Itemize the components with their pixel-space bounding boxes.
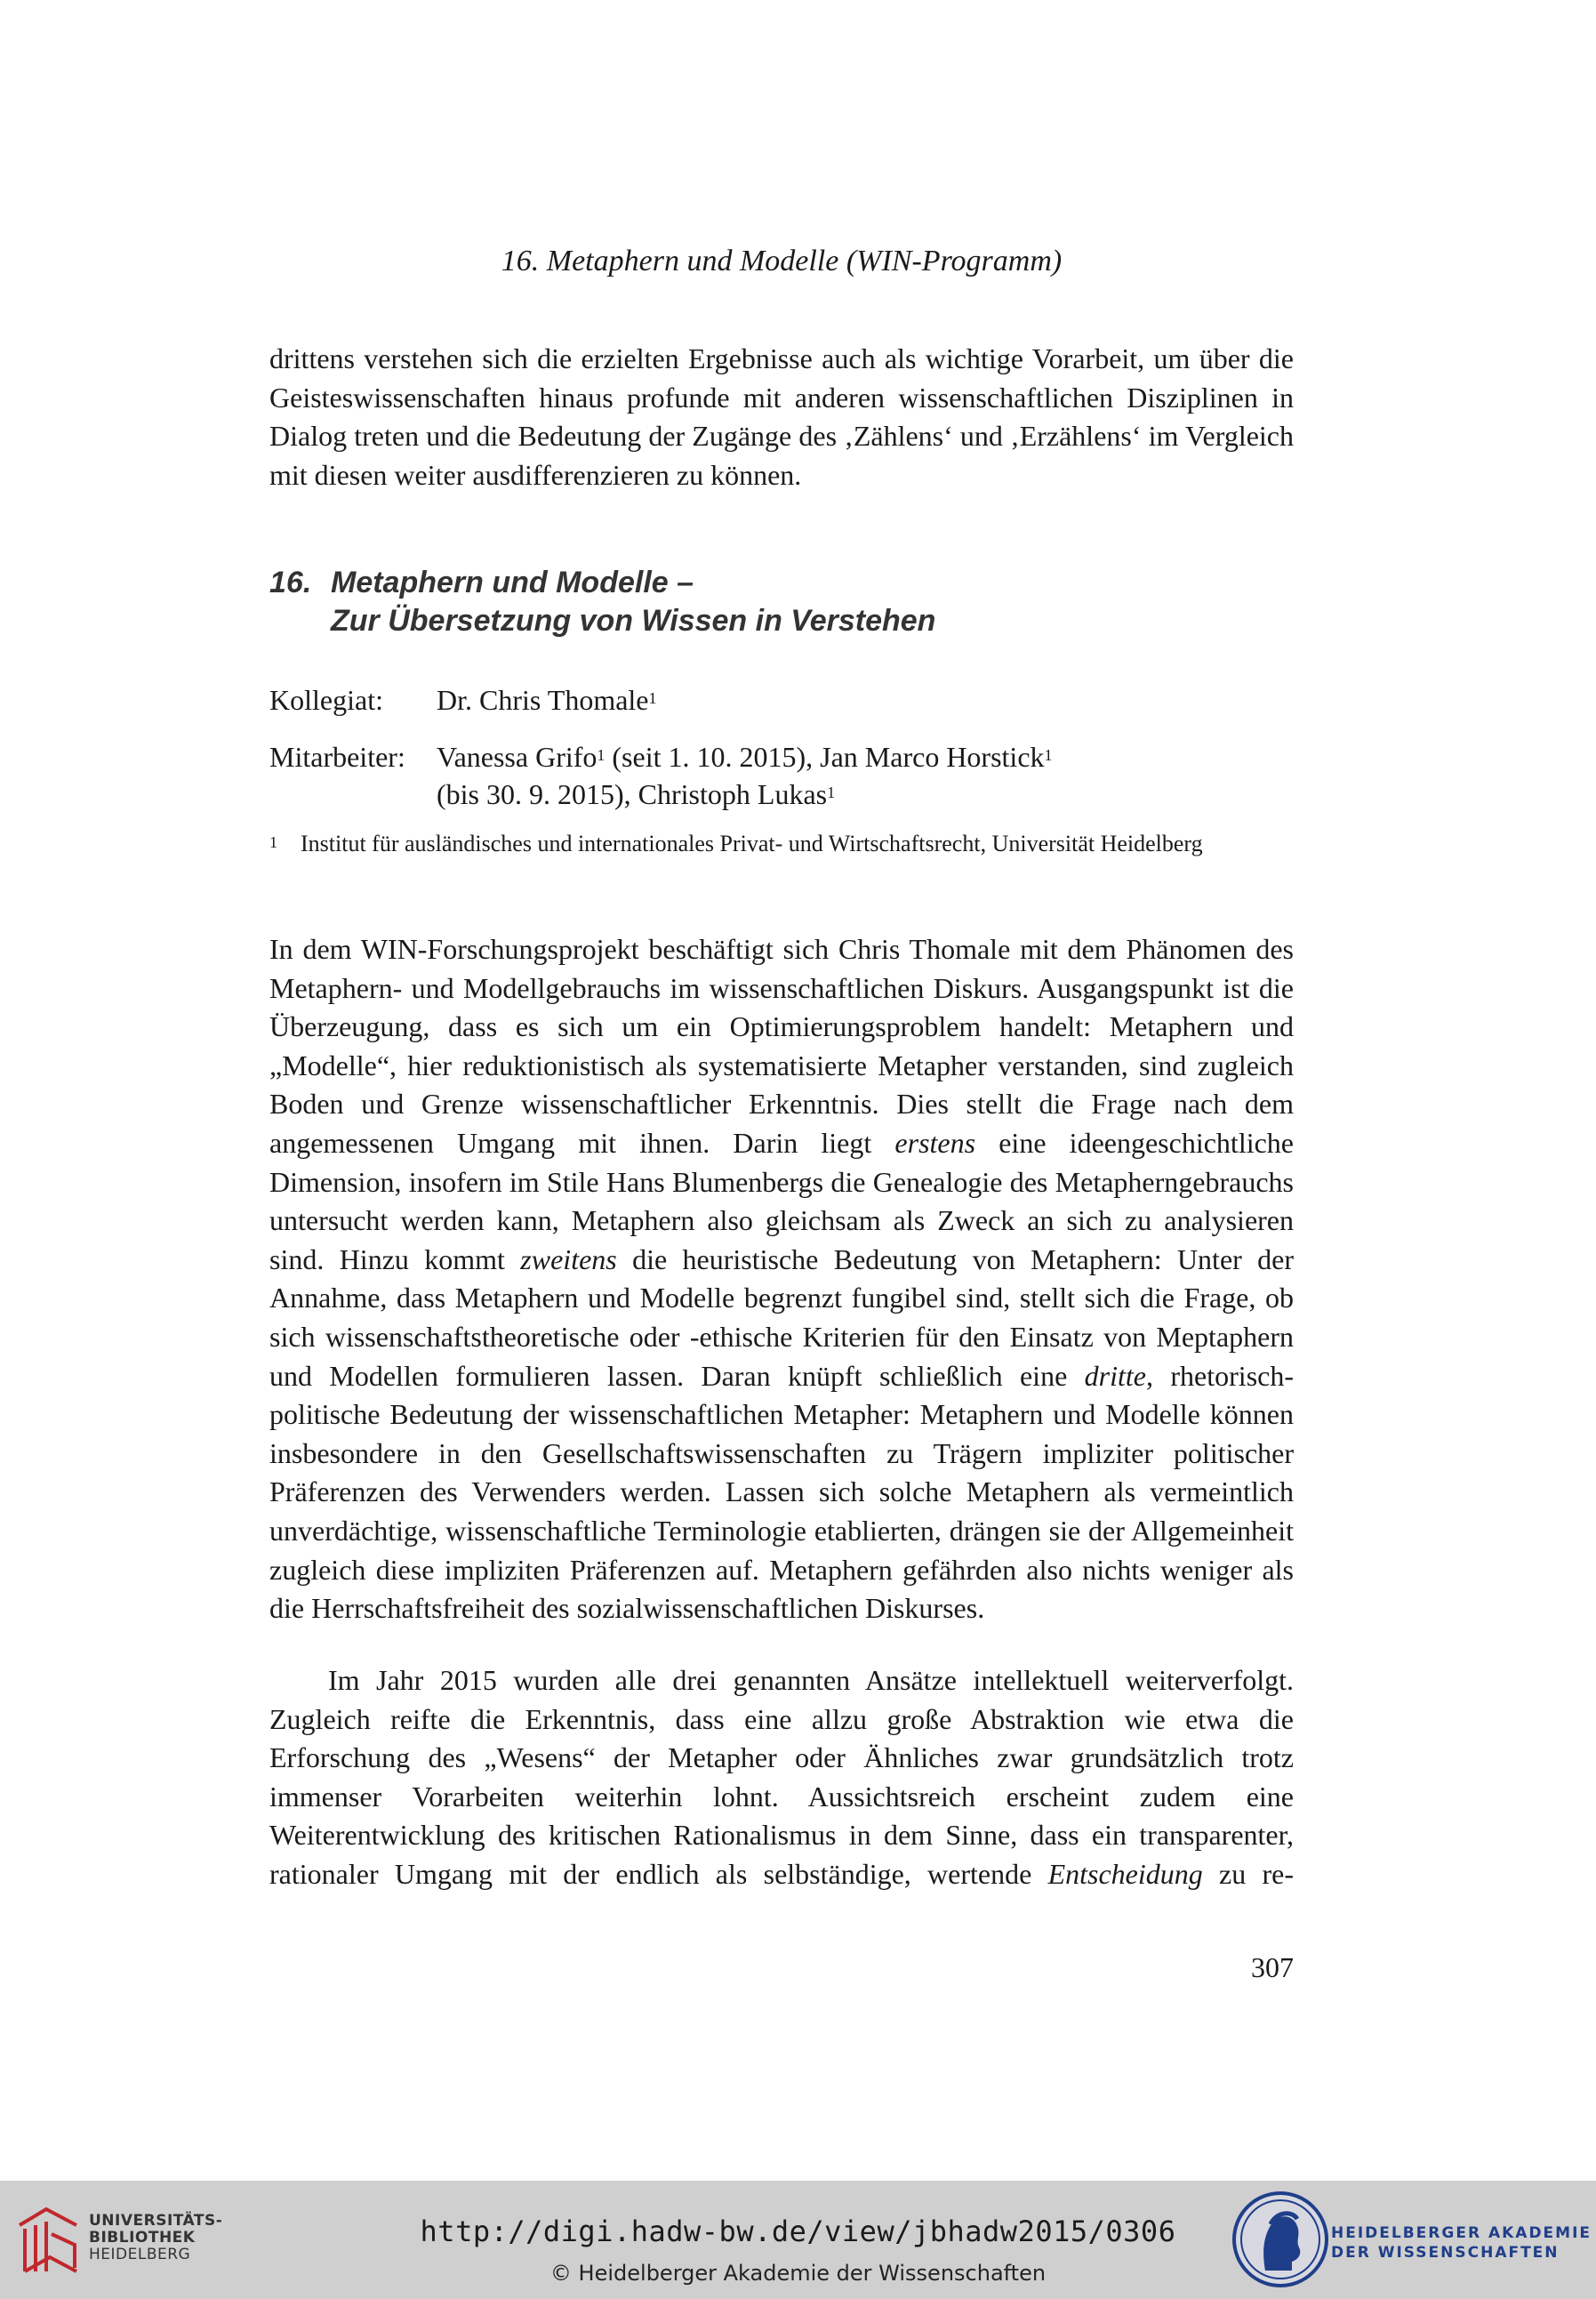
footnote-marker: 1: [827, 784, 836, 801]
mitarbeiter-name-1: Vanessa Grifo: [437, 741, 597, 773]
text-run: Im Jahr 2015 wurden alle drei genannten Ansätze intellektuell weiterverfolgt. Zugleich reifte die Erkenntnis, dass eine allzu große Abstraktion wie etwa die Erforschung des „Wesens“ der Metapher oder Ähnliches zwar grundsätzlich trotz immenser Vorarbeiten weiterhin lohnt. Aussichtsreich erscheint zudem eine Weiterentwicklung des kritischen Rationalismus in dem Sinne, dass ein transparenter, rationaler Umgang mit der endlich als selbständige, wertende: [269, 1664, 1294, 1890]
running-head: 16. Metaphern und Modelle (WIN-Programm): [501, 245, 1063, 277]
page-number: 307: [1251, 1951, 1294, 1983]
kollegiat-value: [437, 681, 1294, 719]
kollegiat-name: Dr. Chris Thomale: [437, 684, 649, 716]
mitarbeiter-label: Mitarbeiter:: [269, 741, 405, 773]
text-run: eine ideengeschichtliche Dimension, insofern im Stile Hans Blumenbergs die Genealogie des Metapherngebrauchs untersucht werden kann, Metaphern also gleichsam als Zweck an sich zu analysieren sind. Hinzu kommt: [269, 1126, 1295, 1275]
section-title-line2: Zur Übersetzung von Wissen in Verstehen: [331, 604, 936, 638]
footnote-marker: 1: [1044, 746, 1053, 764]
library-name-line3: HEIDELBERG: [89, 2246, 191, 2263]
mitarbeiter-name-2: (seit 1. 10. 2015), Jan Marco Horstick: [605, 741, 1045, 773]
intro-paragraph-block: [269, 340, 1294, 494]
copyright-notice: © Heidelberger Akademie der Wissenschaften: [549, 2261, 1047, 2286]
text-run: zu re-: [1202, 1857, 1294, 1890]
section-heading: [269, 564, 1294, 640]
library-name-line2: BIBLIOTHEK: [89, 2229, 196, 2247]
mitarbeiter-name-3: (bis 30. 9. 2015), Christoph Lukas: [437, 778, 828, 810]
kollegiat-label: Kollegiat:: [269, 684, 383, 716]
emphasis: zweitens: [520, 1242, 617, 1275]
section-number: 16.: [269, 566, 312, 599]
emphasis: dritte: [1084, 1359, 1146, 1392]
digitization-footer: [0, 2181, 1596, 2299]
academy-name-line2: DER WISSENSCHAFTEN: [1331, 2244, 1560, 2262]
section-title-line1: Metaphern und Modelle –: [331, 566, 694, 599]
affiliation-footnote: [269, 829, 1294, 859]
body-paragraph-1-block: [269, 930, 1294, 1628]
body-paragraph-2-block: [269, 1661, 1294, 1894]
intro-paragraph: drittens verstehen sich die erzielten Ergebnisse auch als wichtige Vorarbeit, um über die Geisteswissenschaften hinaus profunde mit anderen wissenschaftlichen Disziplinen in Dialog treten und die Bedeutung der Zugänge des ‚Zählens‘ und ‚Erzählens‘ im Vergleich mit diesen weiter ausdifferenzieren zu können.: [269, 342, 1294, 491]
library-name-line1: UNIVERSITÄTS-: [89, 2212, 223, 2230]
text-run: die heuristische Bedeutung von Metaphern: Unter der Annahme, dass Metaphern und Modelle begrenzt fungibel sind, stellt sich die Frage, ob sich wissenschaftstheoretische oder -ethische Kriterien für den Einsatz von Meptaphern und Modellen formulieren lassen. Daran knüpft schließlich eine: [269, 1242, 1295, 1392]
footnote-text: Institut für ausländisches und internationales Privat- und Wirtschaftsrecht, Universität Heidelberg: [301, 831, 1203, 856]
body-paragraph-1: [269, 930, 1294, 1628]
body-paragraph-2: [269, 1661, 1294, 1894]
emphasis: erstens: [894, 1126, 976, 1159]
academy-name: [1331, 2223, 1592, 2263]
text-run: , rhetorisch-politische Bedeutung der wissenschaftlichen Metapher: Metaphern und Modelle können insbesondere in den Gesellschaftswissenschaften zu Trägern impliziter politischer Präferenzen des Verwenders werden. Lassen sich solche Metaphern als vermeintlich unverdächtige, wissenschaftliche Terminologie etablierten, drängen sie der Allgemeinheit zugleich diese impliziten Präferenzen auf. Metaphern gefährden also nichts weniger als die Herrschaftsfreiheit des sozialwissenschaftlichen Diskurses.: [269, 1359, 1295, 1625]
text-run: In dem WIN-Forschungsprojekt beschäftigt sich Chris Thomale mit dem Phänomen des Metaphern- und Modellgebrauchs im wissenschaftlichen Diskurs. Ausgangspunkt ist die Überzeugung, dass es sich um ein Optimierungsproblem handelt: Metaphern und „Modelle“, hier reduktionistisch als systematisierte Metapher verstanden, sind zugleich Boden und Grenze wissenschaftlicher Erkenntnis. Dies stellt die Frage nach dem angemessenen Umgang mit ihnen. Darin liegt: [269, 933, 1294, 1159]
mitarbeiter-line1: [437, 741, 1053, 773]
footnote-marker: 1: [648, 689, 657, 707]
mitarbeiter-value: [437, 738, 1294, 813]
permalink-url[interactable]: http://digi.hadw-bw.de/view/jbhadw2015/0306: [420, 2215, 1176, 2248]
footnote-marker: 1: [597, 746, 606, 764]
hadw-seal-logo-icon: [1230, 2189, 1332, 2291]
academy-name-line1: HEIDELBERGER AKADEMIE: [1331, 2224, 1592, 2242]
footnote-mark: 1: [269, 833, 277, 851]
emphasis: Entscheidung: [1047, 1857, 1203, 1890]
mitarbeiter-line2: [437, 778, 835, 810]
